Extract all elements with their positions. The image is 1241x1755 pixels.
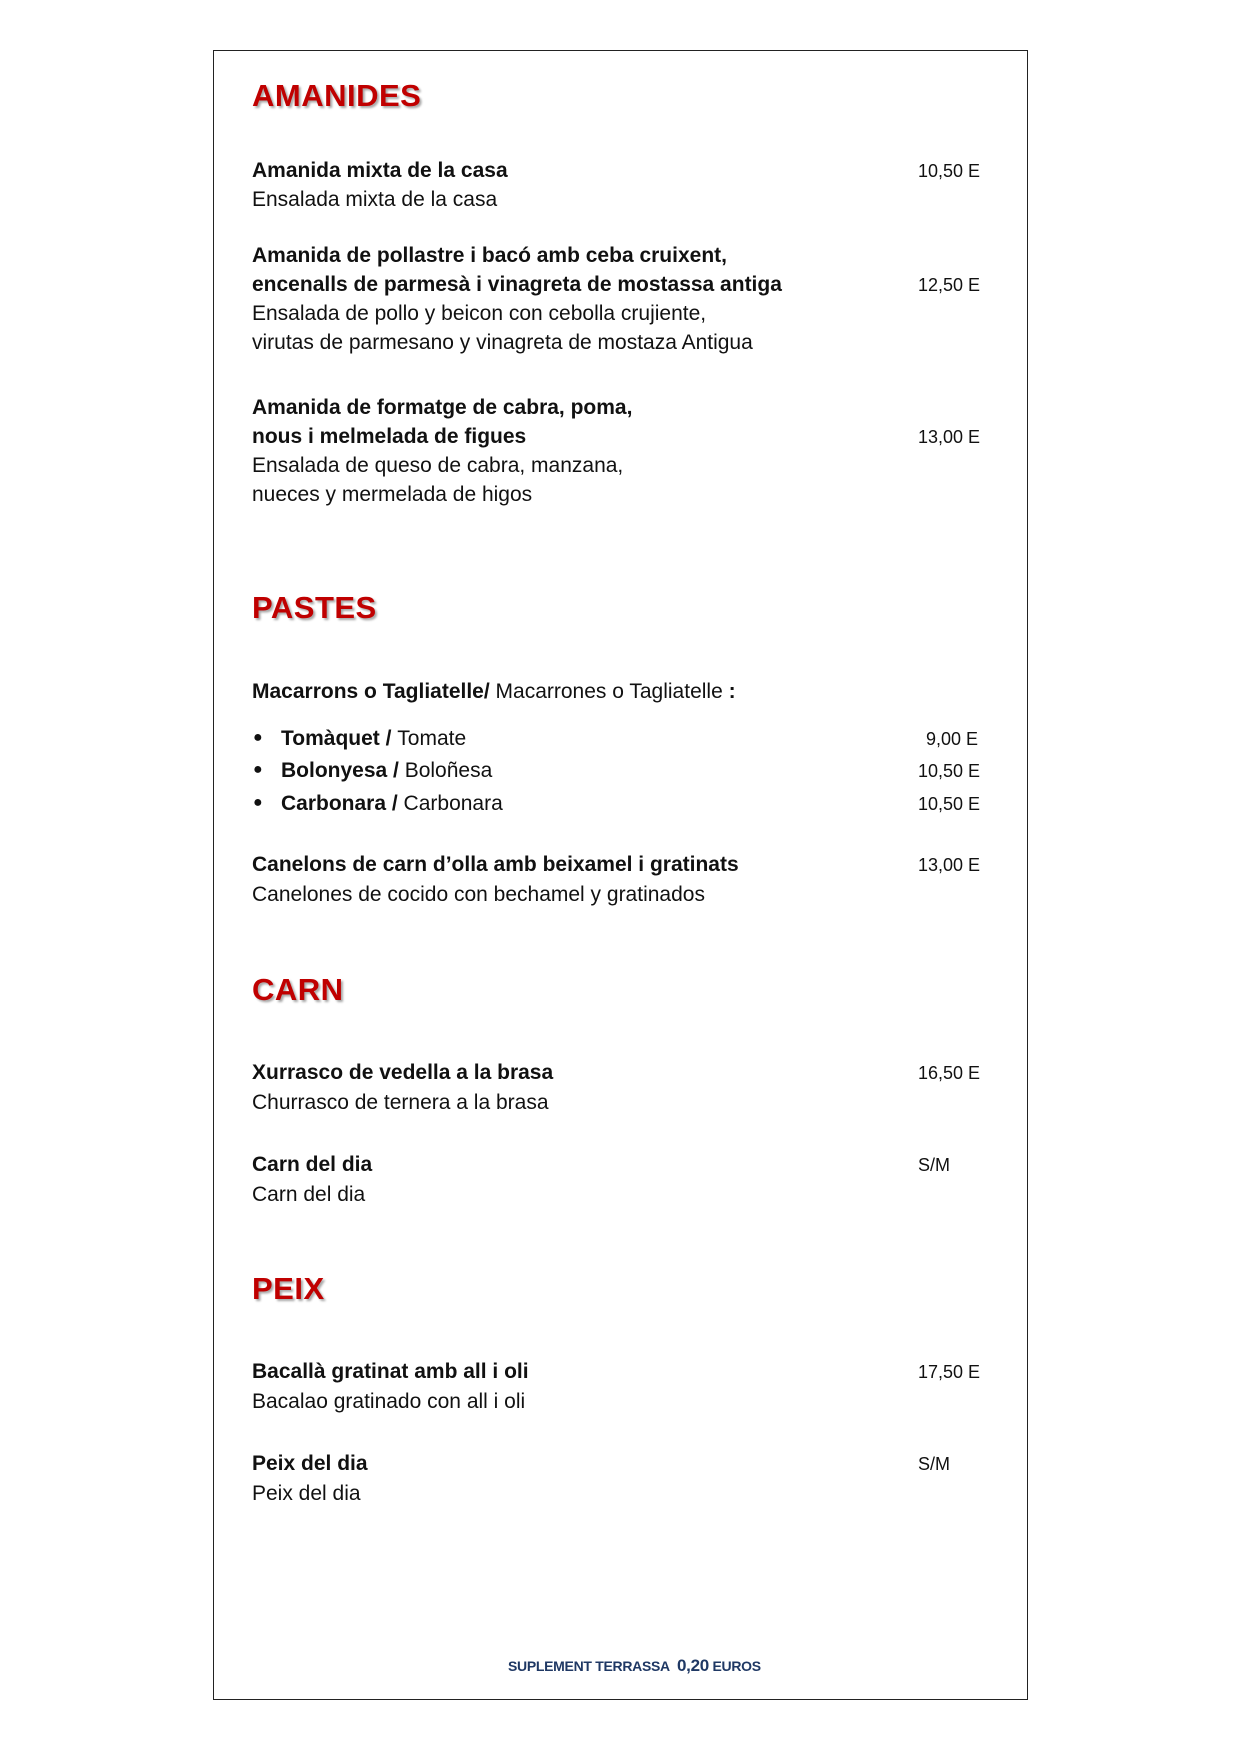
bullet-icon: ● — [253, 761, 263, 778]
item-description: Carn del dia — [252, 1183, 366, 1206]
section-heading-peix: PEIX — [252, 1271, 325, 1306]
pasta-intro-regular: Macarrones o Tagliatelle — [489, 680, 723, 703]
item-name: nous i melmelada de figues — [252, 425, 527, 448]
item-name: Amanida mixta de la casa — [252, 159, 508, 182]
item-description: Bacalao gratinado con all i oli — [252, 1390, 526, 1413]
pasta-option-regular: Boloñesa — [404, 759, 493, 782]
item-name: Amanida de pollastre i bacó amb ceba cruixent, — [252, 244, 727, 267]
item-price: 10,50 E — [918, 161, 981, 181]
pasta-option — [281, 792, 503, 816]
item-name: Carn del dia — [252, 1153, 373, 1176]
item-price: 16,50 E — [918, 1063, 981, 1083]
pasta-intro-end: : — [722, 680, 736, 703]
item-price: 13,00 E — [918, 427, 981, 447]
pasta-intro-bold: Macarrons o Tagliatelle/ — [252, 680, 490, 703]
item-description: Ensalada de pollo y beicon con cebolla crujiente, — [252, 302, 707, 325]
item-name: Amanida de formatge de cabra, poma, — [252, 396, 633, 419]
item-name: Bacallà gratinat amb all i oli — [252, 1360, 529, 1383]
supplement-label: SUPLEMENT TERRASSA — [508, 1658, 670, 1674]
item-description: virutas de parmesano y vinagreta de mostaza Antigua — [252, 331, 753, 354]
item-price: 9,00 E — [926, 729, 979, 749]
section-heading-pastes: PASTES — [252, 590, 377, 625]
item-description: Churrasco de ternera a la brasa — [252, 1091, 549, 1114]
pasta-option-bold: Tomàquet / — [281, 727, 398, 750]
item-price: 17,50 E — [918, 1362, 981, 1382]
pasta-option — [281, 759, 492, 783]
terrace-supplement-note — [508, 1656, 761, 1676]
pasta-option-regular: Tomate — [397, 727, 467, 750]
supplement-amount: 0,20 — [677, 1656, 709, 1675]
item-description: Peix del dia — [252, 1482, 361, 1505]
item-description: Ensalada mixta de la casa — [252, 188, 498, 211]
pasta-option-bold: Carbonara / — [281, 792, 404, 815]
item-price: 10,50 E — [918, 761, 981, 781]
item-name: Canelons de carn d’olla amb beixamel i gratinats — [252, 853, 739, 876]
item-name: Peix del dia — [252, 1452, 368, 1475]
bullet-icon: ● — [253, 794, 263, 811]
pasta-option-regular: Carbonara — [403, 792, 503, 815]
supplement-unit: EUROS — [712, 1658, 761, 1674]
item-price: 13,00 E — [918, 855, 981, 875]
item-description: Ensalada de queso de cabra, manzana, — [252, 454, 624, 477]
pasta-option — [281, 727, 466, 751]
item-name: Xurrasco de vedella a la brasa — [252, 1061, 554, 1084]
item-price: 10,50 E — [918, 794, 981, 814]
item-price: S/M — [918, 1454, 951, 1474]
item-name: encenalls de parmesà i vinagreta de mostassa antiga — [252, 273, 782, 296]
item-price: 12,50 E — [918, 275, 981, 295]
item-description: Canelones de cocido con bechamel y gratinados — [252, 883, 705, 906]
section-heading-carn: CARN — [252, 972, 344, 1007]
pasta-option-bold: Bolonyesa / — [281, 759, 405, 782]
pasta-intro — [252, 680, 736, 704]
section-heading-amanides: AMANIDES — [252, 78, 422, 113]
item-price: S/M — [918, 1155, 951, 1175]
bullet-icon: ● — [253, 729, 263, 746]
item-description: nueces y mermelada de higos — [252, 483, 533, 506]
